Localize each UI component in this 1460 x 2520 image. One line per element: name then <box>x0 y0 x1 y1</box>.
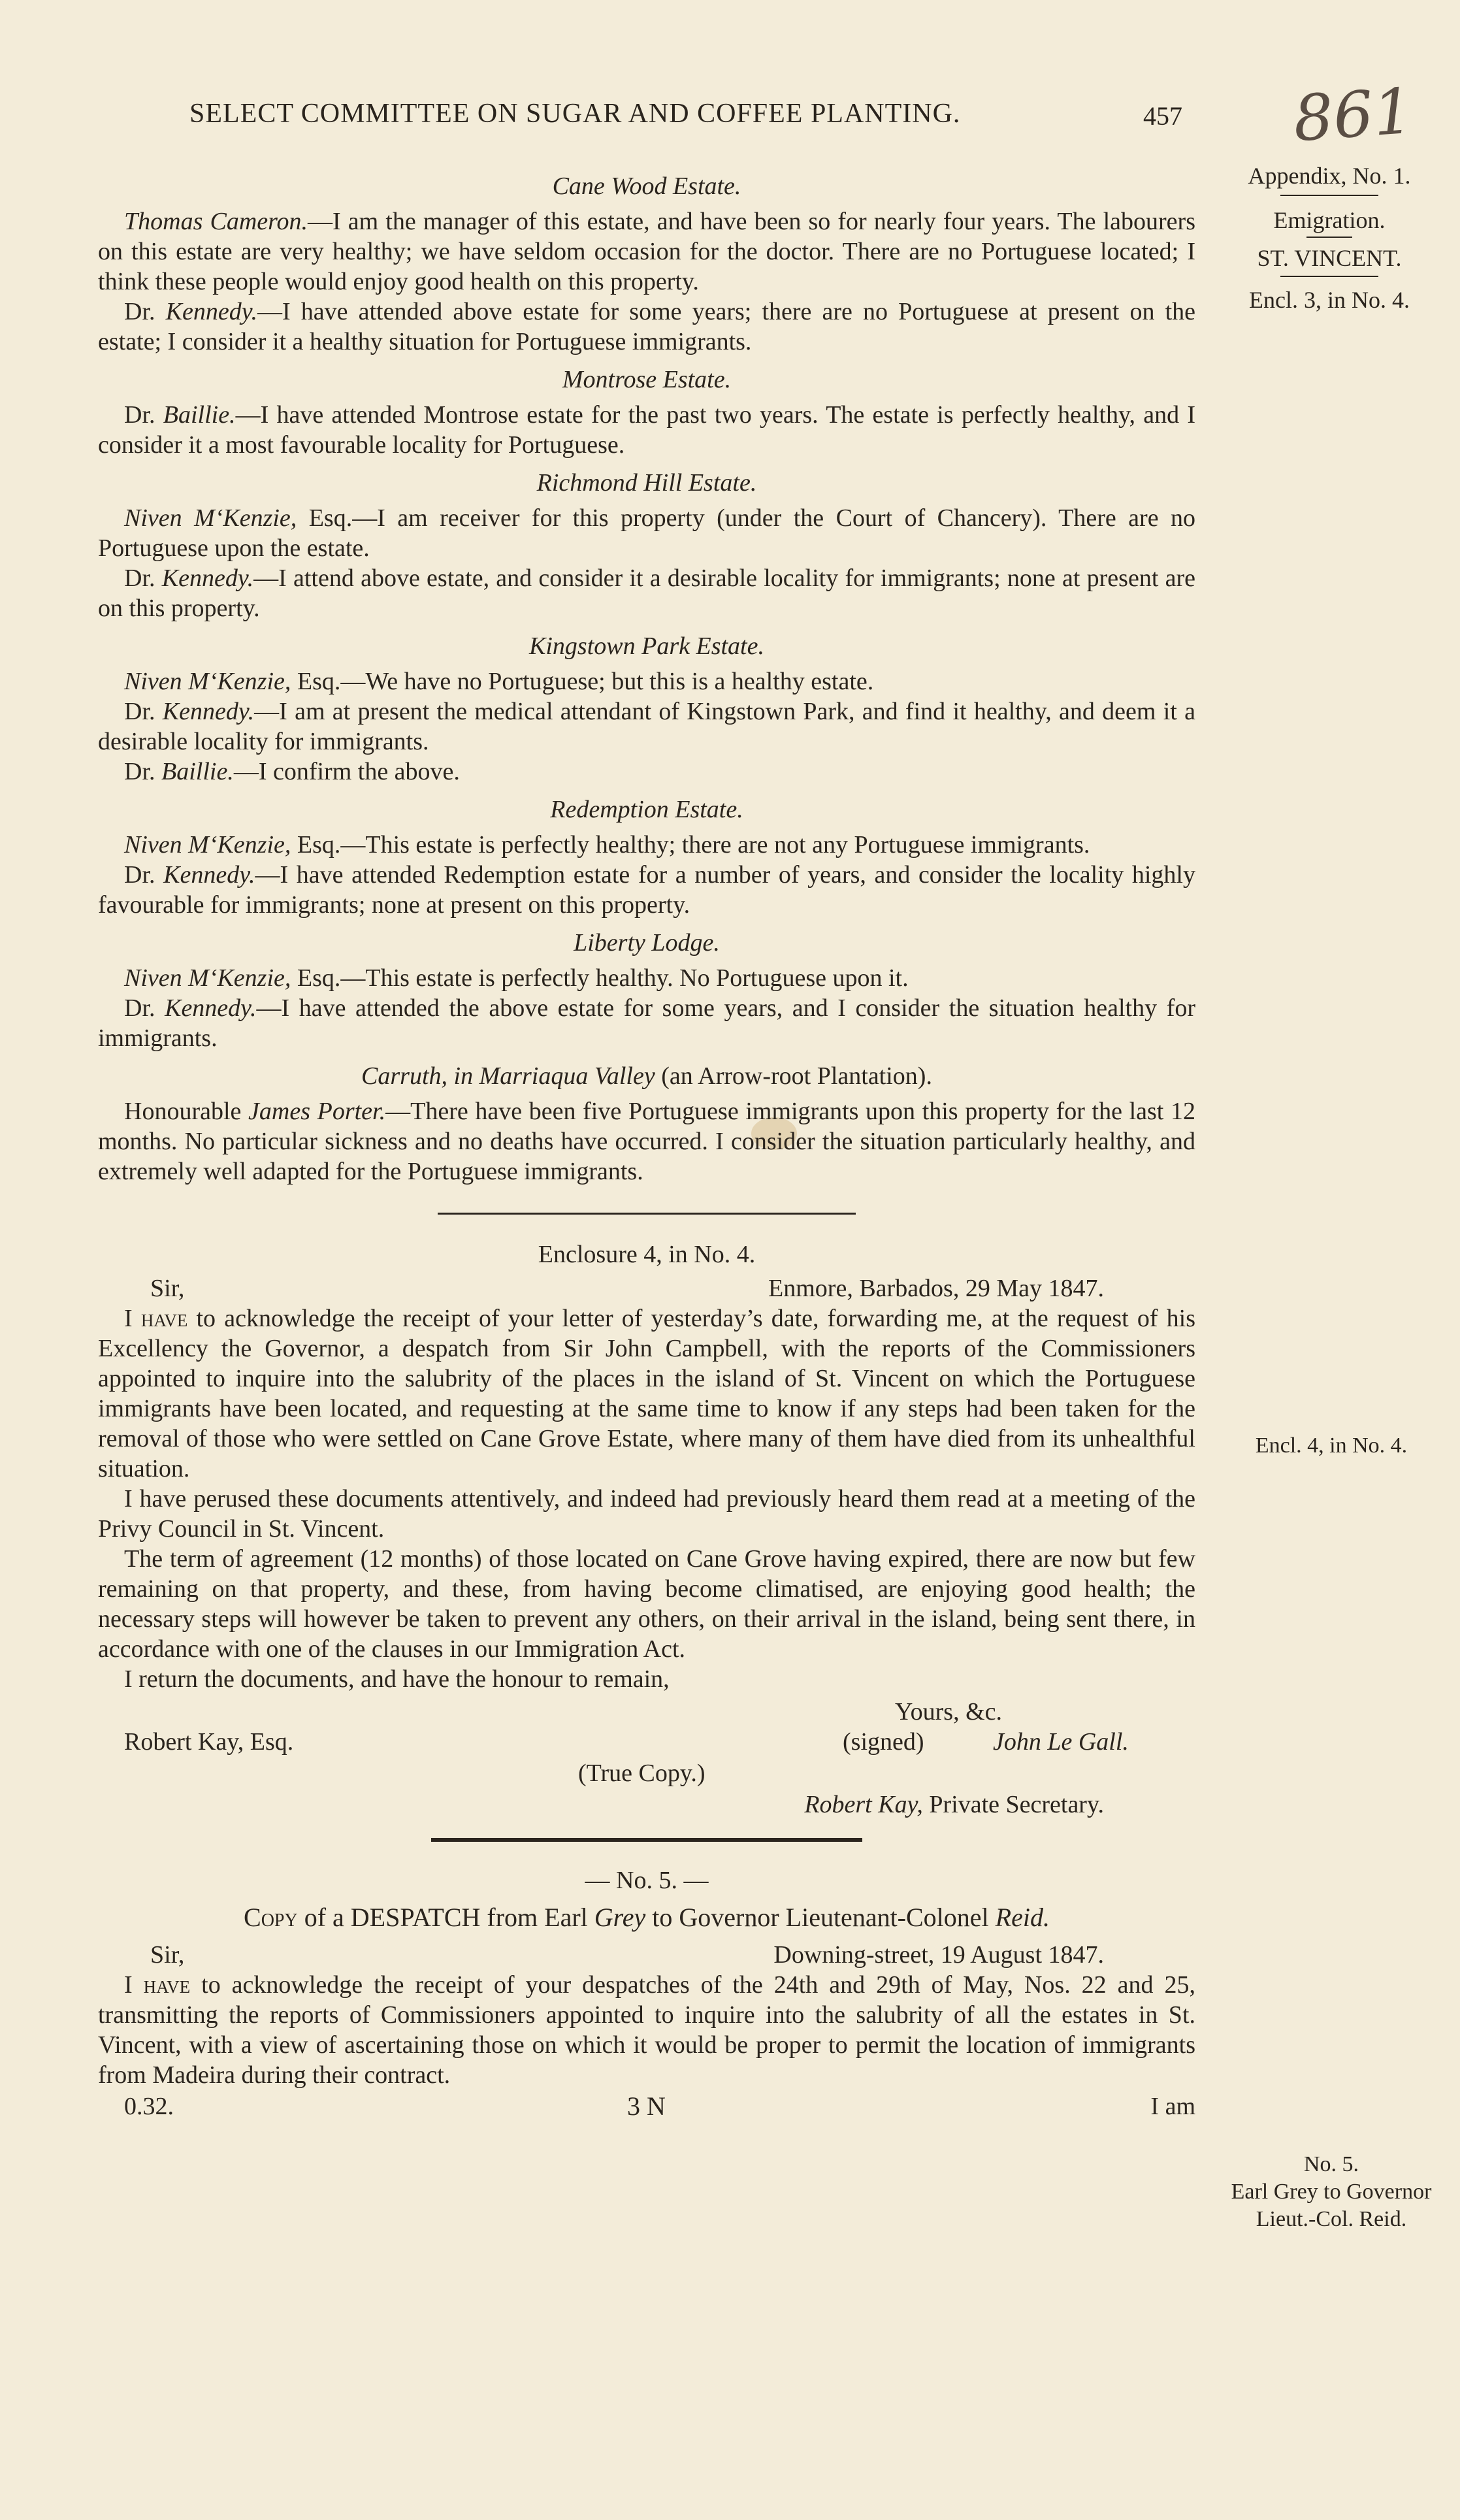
testimony-text: Esq.—I am receiver for this property (under the Court of Chancery). There are no Portuguese upon the estate. <box>98 504 1195 562</box>
estate-section <box>98 365 1195 460</box>
drop-word: I have <box>124 1971 191 1999</box>
page-number: 457 <box>1143 101 1182 131</box>
estate-section <box>98 171 1195 357</box>
testimony-text: —I confirm the above. <box>233 758 460 785</box>
title-grey: Grey <box>594 1903 646 1932</box>
testimony-paragraph <box>98 993 1195 1053</box>
testimony-text: —I am the manager of this estate, and have been so for nearly four years. The labourers on this estate are very healthy; we have seldom occasion for the doctor. There are no Portuguese located; I think these people would enjoy good health on this property. <box>98 208 1195 295</box>
secretary-line <box>98 1790 1195 1820</box>
testimony-text: —There have been five Portuguese immigrants upon this property for the last 12 months. No particular sickness and no deaths have occurred. I consider the situation particularly healthy, and extremely well adapted for the Portuguese immigrants. <box>98 1098 1196 1185</box>
footer-signature: 0.32. <box>124 2093 174 2120</box>
estate-heading-plain: (an Arrow-root Plantation). <box>655 1062 932 1090</box>
page-footer <box>98 2091 1195 2121</box>
speaker-prefix: Dr. <box>124 401 163 429</box>
testimony-paragraph <box>98 696 1195 757</box>
title-part: of a DESPATCH from Earl <box>297 1903 594 1932</box>
salutation: Sir, <box>150 1941 185 1969</box>
section-divider <box>438 1213 856 1215</box>
estate-section <box>98 928 1195 1053</box>
enclosure-heading: Enclosure 4, in No. 4. <box>538 1241 756 1268</box>
estate-heading: Liberty Lodge. <box>574 929 720 957</box>
letter-paragraph: The term of agreement (12 months) of those located on Cane Grove having expired, there are now but few remaining on that property, and these, from having become climatised, are enjoying good health; the necessary steps will however be taken to prevent any others, on their arrival in the island, being sent there, in accordance with one of the clauses in our Immigration Act. <box>98 1545 1195 1663</box>
estate-section <box>98 794 1195 920</box>
speaker-name: Baillie. <box>163 401 236 429</box>
estate-heading: Richmond Hill Estate. <box>536 469 757 497</box>
margin-encl4-text: Encl. 4, in No. 4. <box>1255 1433 1408 1458</box>
signature-block <box>98 1697 1195 1788</box>
closing: Yours, &c. <box>895 1698 1003 1726</box>
copy-word: Copy <box>244 1903 298 1932</box>
estate-section <box>98 1061 1195 1186</box>
title-reid: Reid. <box>995 1903 1050 1932</box>
salutation-line <box>98 1273 1195 1303</box>
estate-heading <box>98 1061 1195 1091</box>
salutation: Sir, <box>150 1275 185 1302</box>
place-date: Downing-street, 19 August 1847. <box>773 1941 1104 1969</box>
speaker-prefix: Dr. <box>124 861 164 889</box>
margin-encl4 <box>1207 1432 1455 1460</box>
testimony-paragraph <box>98 206 1195 297</box>
signed-note: (signed) <box>843 1728 924 1756</box>
enclosure-4 <box>98 1239 1195 1820</box>
testimony-paragraph <box>98 400 1195 460</box>
speaker-name: Niven M‘Kenzie, <box>124 964 291 992</box>
testimony-text: —I have attended Montrose estate for the past two years. The estate is perfectly healthy, and I consider it a most favourable locality for Portuguese. <box>98 401 1195 459</box>
speaker-name: James Porter. <box>248 1098 386 1125</box>
letter-paragraph: I return the documents, and have the honour to remain, <box>124 1665 670 1693</box>
secretary-name: Robert Kay, <box>804 1791 923 1818</box>
testimony-paragraph <box>98 860 1195 920</box>
despatch-no5 <box>98 1865 1195 2090</box>
testimony-paragraph <box>98 757 1195 787</box>
letter-paragraph <box>98 1970 1195 2090</box>
speaker-name: Kennedy. <box>165 994 257 1022</box>
speaker-name: Kennedy. <box>162 698 255 725</box>
place-date: Enmore, Barbados, 29 May 1847. <box>768 1275 1104 1302</box>
speaker-name: Kennedy. <box>161 565 254 592</box>
estate-heading: Montrose Estate. <box>562 366 732 393</box>
testimony-paragraph <box>98 297 1195 357</box>
testimony-text: —I am at present the medical attendant of Kingstown Park, and find it healthy, and deem it a desirable locality for immigrants. <box>98 698 1196 755</box>
no5-heading: — No. 5. — <box>585 1867 709 1894</box>
margin-no5 <box>1207 2151 1455 2233</box>
testimony-text: —I have attended Redemption estate for a number of years, and consider the locality highly favourable for immigrants; none at present on this property. <box>98 861 1195 919</box>
margin-rule <box>1280 276 1378 277</box>
secretary <box>804 1790 1104 1820</box>
main-text <box>98 163 1195 2121</box>
testimony-text: —I have attended the above estate for some years, and I consider the situation healthy for immigrants. <box>98 994 1196 1052</box>
testimony-text: —I have attended above estate for some years; there are no Portuguese at present on the estate; I consider it a healthy situation for Portuguese immigrants. <box>98 298 1196 355</box>
speaker-name: Niven M‘Kenzie, <box>124 504 297 532</box>
testimony-text: Esq.—This estate is perfectly healthy; there are not any Portuguese immigrants. <box>291 831 1090 859</box>
testimony-paragraph <box>98 830 1195 860</box>
margin-notes-top <box>1212 162 1447 314</box>
despatch-title <box>98 1902 1195 1933</box>
testimony-paragraph <box>98 666 1195 696</box>
testimony-paragraph <box>98 963 1195 993</box>
margin-rule <box>1280 195 1378 196</box>
paragraph-text: to acknowledge the receipt of your letter of yesterday’s date, forwarding me, at the request of his Excellency the Governor, a despatch from Sir John Campbell, with the reports of the Commissioners appointed to inquire into the salubrity of the places in the island of St. Vincent on which the Portuguese immigrants have been located, and requesting at the same time to know if any steps had been taken for the removal of those who were settled on Cane Grove Estate, where many of them have died from its unhealthful situation. <box>98 1305 1195 1482</box>
testimony-paragraph <box>98 503 1195 563</box>
estate-reports <box>98 171 1195 1186</box>
estate-heading: Cane Wood Estate. <box>552 172 741 200</box>
footer-gathering-mark: 3 N <box>627 2091 666 2121</box>
margin-no5-label: No. 5. <box>1303 2152 1359 2176</box>
speaker-name: Niven M‘Kenzie, <box>124 668 291 695</box>
letter-paragraph <box>98 1303 1195 1484</box>
margin-colony: ST. VINCENT. <box>1257 245 1402 271</box>
margin-no5-desc: Earl Grey to Governor Lieut.-Col. Reid. <box>1231 2180 1432 2231</box>
page-header <box>189 98 1202 150</box>
speaker-prefix: Dr. <box>124 565 162 592</box>
estate-section <box>98 631 1195 787</box>
margin-appendix: Appendix, No. 1. <box>1248 163 1411 189</box>
speaker-name: Kennedy. <box>165 298 257 325</box>
speaker-name: Kennedy. <box>163 861 255 889</box>
true-copy: (True Copy.) <box>578 1759 706 1787</box>
addressee: Robert Kay, Esq. <box>124 1728 294 1756</box>
speaker-prefix: Dr. <box>124 298 166 325</box>
speaker-prefix: Honourable <box>124 1098 249 1125</box>
speaker-name: Baillie. <box>161 758 234 785</box>
section-divider-thick <box>431 1838 862 1842</box>
speaker-name: Thomas Cameron. <box>124 208 308 235</box>
paragraph-text: to acknowledge the receipt of your despatches of the 24th and 29th of May, Nos. 22 and 25, transmitting the reports of Commissioners appointed to inquire into the salubrity of all the estates in St. Vincent, with a view of ascertaining those on which it would be proper to permit the location of immigrants from Madeira during their contract. <box>98 1971 1196 2089</box>
estate-section <box>98 468 1195 623</box>
testimony-text: Esq.—This estate is perfectly healthy. No Portuguese upon it. <box>291 964 909 992</box>
speaker-name: Niven M‘Kenzie, <box>124 831 291 859</box>
estate-heading: Kingstown Park Estate. <box>529 632 764 660</box>
margin-emigration: Emigration. <box>1273 207 1386 233</box>
speaker-prefix: Dr. <box>124 698 163 725</box>
salutation-line <box>98 1940 1195 1970</box>
title-part: to Governor Lieutenant-Colonel <box>645 1903 996 1932</box>
estate-heading-italic: Carruth, in Marriaqua Valley <box>361 1062 655 1090</box>
signer: John Le Gall. <box>993 1728 1129 1756</box>
drop-word: I have <box>124 1305 188 1332</box>
testimony-paragraph <box>98 1096 1195 1186</box>
secretary-title: Private Secretary. <box>922 1791 1104 1818</box>
letter-paragraph: I have perused these documents attentively, and indeed had previously heard them read at a meeting of the Privy Council in St. Vincent. <box>98 1485 1195 1543</box>
margin-dash <box>1306 237 1352 238</box>
handwritten-folio-number: 861 <box>1291 74 1416 156</box>
running-title: SELECT COMMITTEE ON SUGAR AND COFFEE PLANTING. <box>189 99 961 129</box>
testimony-text: —I attend above estate, and consider it a desirable locality for immigrants; none at present are on this property. <box>98 565 1196 622</box>
speaker-prefix: Dr. <box>124 994 165 1022</box>
footer-catchword: I am <box>1150 2093 1195 2120</box>
estate-heading: Redemption Estate. <box>550 796 743 823</box>
speaker-prefix: Dr. <box>124 758 161 785</box>
testimony-paragraph <box>98 563 1195 623</box>
margin-encl3: Encl. 3, in No. 4. <box>1249 287 1410 313</box>
testimony-text: Esq.—We have no Portuguese; but this is a healthy estate. <box>291 668 874 695</box>
